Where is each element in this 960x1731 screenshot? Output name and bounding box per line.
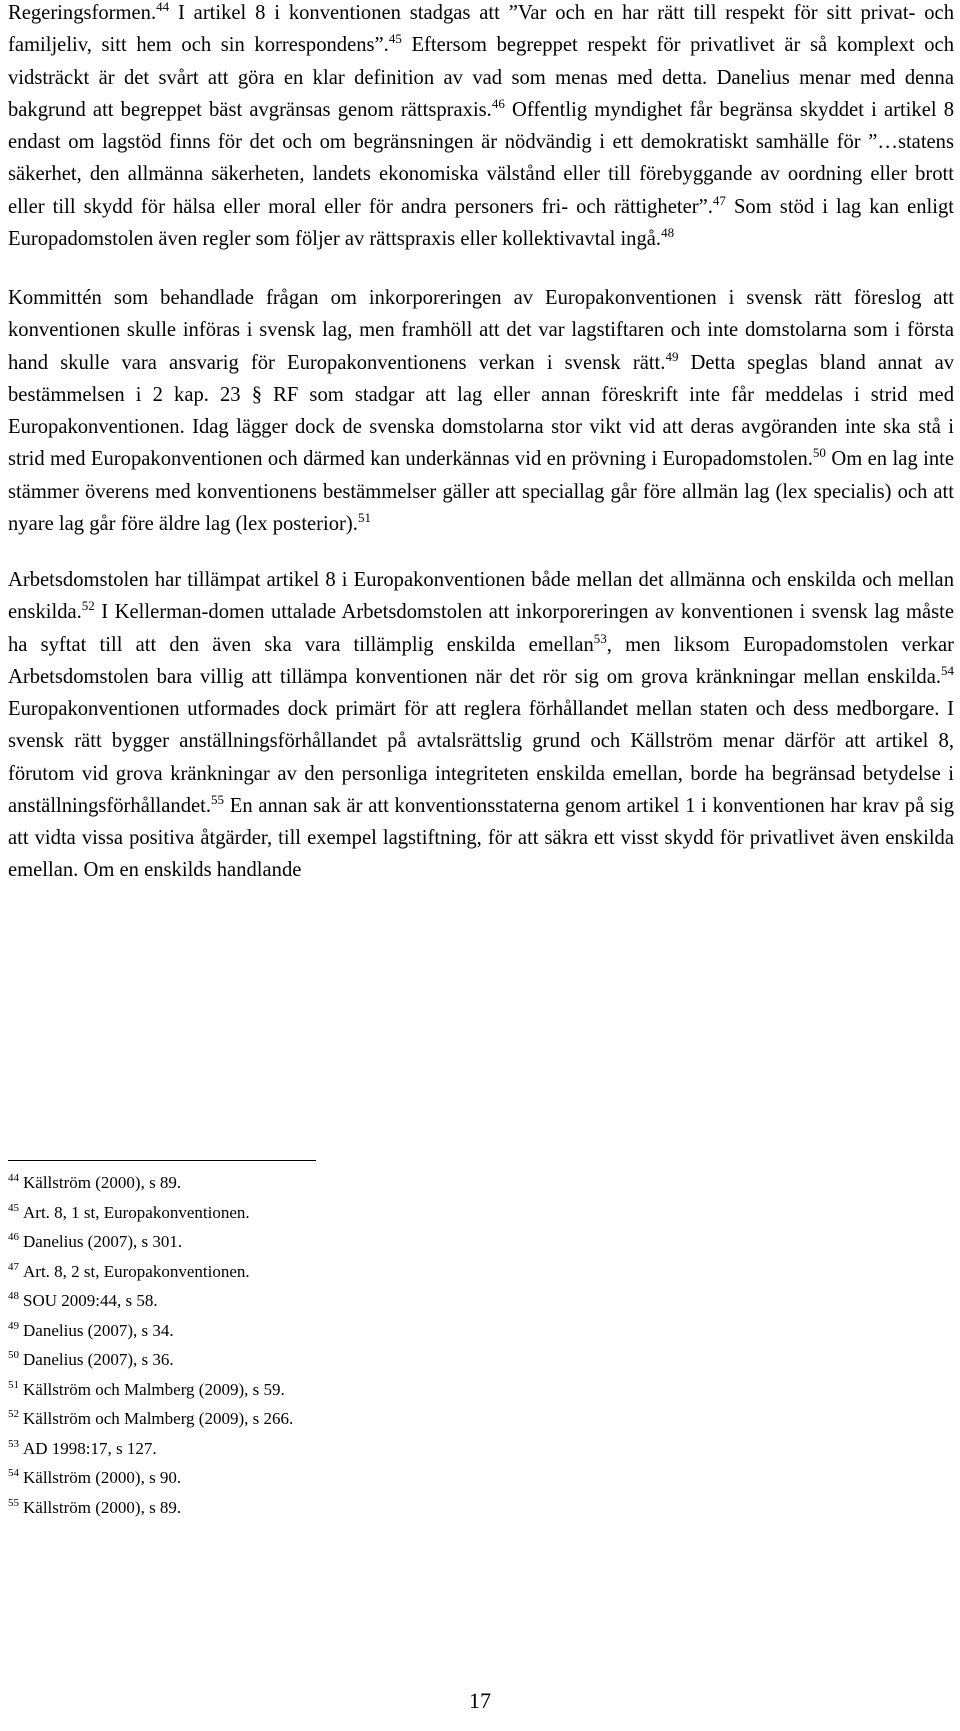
footnote-number: 52 xyxy=(8,1408,19,1420)
footnote-54 xyxy=(8,1463,908,1493)
footnote-ref-55: 55 xyxy=(211,791,225,807)
footnote-49 xyxy=(8,1316,908,1346)
footnote-55 xyxy=(8,1493,908,1523)
footnote-number: 44 xyxy=(8,1172,19,1184)
footnote-separator xyxy=(8,1160,316,1161)
footnote-number: 49 xyxy=(8,1319,19,1332)
footnote-text: AD 1998:17, s 127. xyxy=(23,1438,157,1458)
footnote-ref-48: 48 xyxy=(661,224,675,240)
footnote-ref-54: 54 xyxy=(941,662,954,678)
footnote-51 xyxy=(8,1375,908,1405)
footnote-number: 55 xyxy=(8,1496,19,1509)
footnote-text: Källström och Malmberg (2009), s 59. xyxy=(23,1379,285,1399)
footnote-text: Källström (2000), s 89. xyxy=(23,1173,182,1192)
footnotes xyxy=(8,1168,908,1522)
footnote-52 xyxy=(8,1404,908,1434)
text-run: I artikel 8 i konventionen stadgas att ”Var och en har rätt till respekt för sitt privat- och familjeliv, sitt hem och sin korrespondens”. xyxy=(8,2,954,57)
footnote-text: Danelius (2007), s 34. xyxy=(23,1320,174,1340)
body-text xyxy=(8,0,954,887)
footnote-47 xyxy=(8,1257,908,1287)
footnote-ref-44: 44 xyxy=(156,0,170,14)
footnote-ref-53: 53 xyxy=(593,630,607,646)
footnote-number: 45 xyxy=(8,1201,19,1214)
footnote-ref-52: 52 xyxy=(81,598,95,614)
footnote-53 xyxy=(8,1434,908,1464)
footnote-text: Art. 8, 1 st, Europakonventionen. xyxy=(23,1202,250,1222)
text-run: I Kellerman-domen uttalade Arbetsdomstolen att inkorporeringen av konventionen i svensk lag måste ha syftat till att den även ska vara tillämplig enskilda emellan xyxy=(8,601,954,656)
text-run: Detta speglas bland annat av bestämmelsen i 2 kap. 23 § RF som stadgar att lag eller annan föreskrift inte får meddelas i strid med Europakonventionen. Idag lägger dock de svenska domstolarna stor vikt vid att deras avgöranden inte ska stå i strid med Europakonventionen och därmed kan underkännas vid en prövning i Europadomstolen. xyxy=(8,351,955,471)
footnote-text: Danelius (2007), s 36. xyxy=(23,1350,174,1369)
page-number: 17 xyxy=(469,1688,491,1713)
footnote-number: 53 xyxy=(8,1437,19,1450)
text-run: Om en lag inte stämmer överens med konventionens bestämmelser gäller att speciallag går före allmän lag (lex specialis) och att nyare lag går före äldre lag (lex posterior). xyxy=(8,448,954,535)
footnote-text: Art. 8, 2 st, Europakonventionen. xyxy=(23,1261,250,1281)
text-run: Offentlig myndighet får begränsa skyddet i artikel 8 endast om lagstöd finns för det och om begränsningen är nödvändig i ett demokratiskt samhälle för ”…statens säkerhet, den allmänna säkerheten, landets ekonomiska välstånd eller till förebyggande av oordning eller brott eller till skydd för hälsa eller moral eller för andra personers fri- och rättigheter”. xyxy=(8,98,955,218)
footnote-number: 51 xyxy=(8,1378,19,1391)
footnote-ref-51: 51 xyxy=(357,509,371,525)
footnote-text: Källström (2000), s 90. xyxy=(23,1468,182,1487)
footnote-ref-49: 49 xyxy=(665,348,679,364)
footnote-number: 46 xyxy=(8,1231,19,1243)
footnote-50 xyxy=(8,1345,908,1375)
text-run: Som stöd i lag kan enligt Europadomstolen även regler som följer av rättspraxis eller kollektivavtal ingå. xyxy=(8,195,954,250)
text-run: Europakonventionen utformades dock primärt för att reglera förhållandet mellan staten och dess medborgare. I svensk rätt bygger anställningsförhållandet på avtalsrättslig grund och Källström menar därför att artikel 8, förutom vid grova kränkningar av den personliga integriteten enskilda emellan, borde ha begränsad betydelse i anställningsförhållandet. xyxy=(8,698,954,817)
paragraph-3 xyxy=(8,564,954,887)
footnote-ref-46: 46 xyxy=(491,95,505,111)
footnote-ref-45: 45 xyxy=(388,31,402,47)
footnote-number: 47 xyxy=(8,1260,19,1273)
text-run: Kommittén som behandlade frågan om inkorporeringen av Europakonventionen i svensk rätt föreslog att konventionen skulle införas i svensk lag, men framhöll att det var lagstiftaren och inte domstolarna som i första hand skulle vara ansvarig för Europakonventionens verkan i svensk rätt. xyxy=(8,287,954,374)
footnote-ref-47: 47 xyxy=(712,192,726,208)
footnote-number: 50 xyxy=(8,1349,19,1361)
paragraph-1 xyxy=(8,0,954,255)
text-run: , men liksom Europadomstolen verkar Arbetsdomstolen bara villig att tillämpa konventionen när det rör sig om grova kränkningar mellan enskilda. xyxy=(8,633,954,688)
footnote-number: 48 xyxy=(8,1290,19,1302)
paragraph-2 xyxy=(8,282,954,540)
footnote-text: SOU 2009:44, s 58. xyxy=(23,1291,158,1310)
footnote-44 xyxy=(8,1168,908,1198)
text-run: Arbetsdomstolen har tillämpat artikel 8 i Europakonventionen både mellan det allmänna och enskilda och mellan enskilda. xyxy=(8,569,954,624)
footnote-text: Källström och Malmberg (2009), s 266. xyxy=(23,1409,294,1428)
footnote-46 xyxy=(8,1227,908,1257)
text-run: En annan sak är att konventionsstaterna genom artikel 1 i konventionen har krav på sig att vidta vissa positiva åtgärder, till exempel lagstiftning, för att säkra ett visst skydd för privatlivet även enskilda emellan. Om en enskilds handlande xyxy=(8,794,954,882)
footnote-45 xyxy=(8,1198,908,1228)
footnote-text: Danelius (2007), s 301. xyxy=(23,1232,183,1251)
footnote-text: Källström (2000), s 89. xyxy=(23,1497,182,1517)
footnote-ref-50: 50 xyxy=(812,445,826,461)
text-run: Eftersom begreppet respekt för privatlivet är så komplext och vidsträckt är det svårt att göra en klar definition av vad som menas med detta. Danelius menar med denna bakgrund att begreppet bäst avgränsas genom rättspraxis. xyxy=(8,34,954,121)
footnote-48 xyxy=(8,1286,908,1316)
footnote-number: 54 xyxy=(8,1467,19,1479)
text-run: Regeringsformen. xyxy=(8,2,157,24)
